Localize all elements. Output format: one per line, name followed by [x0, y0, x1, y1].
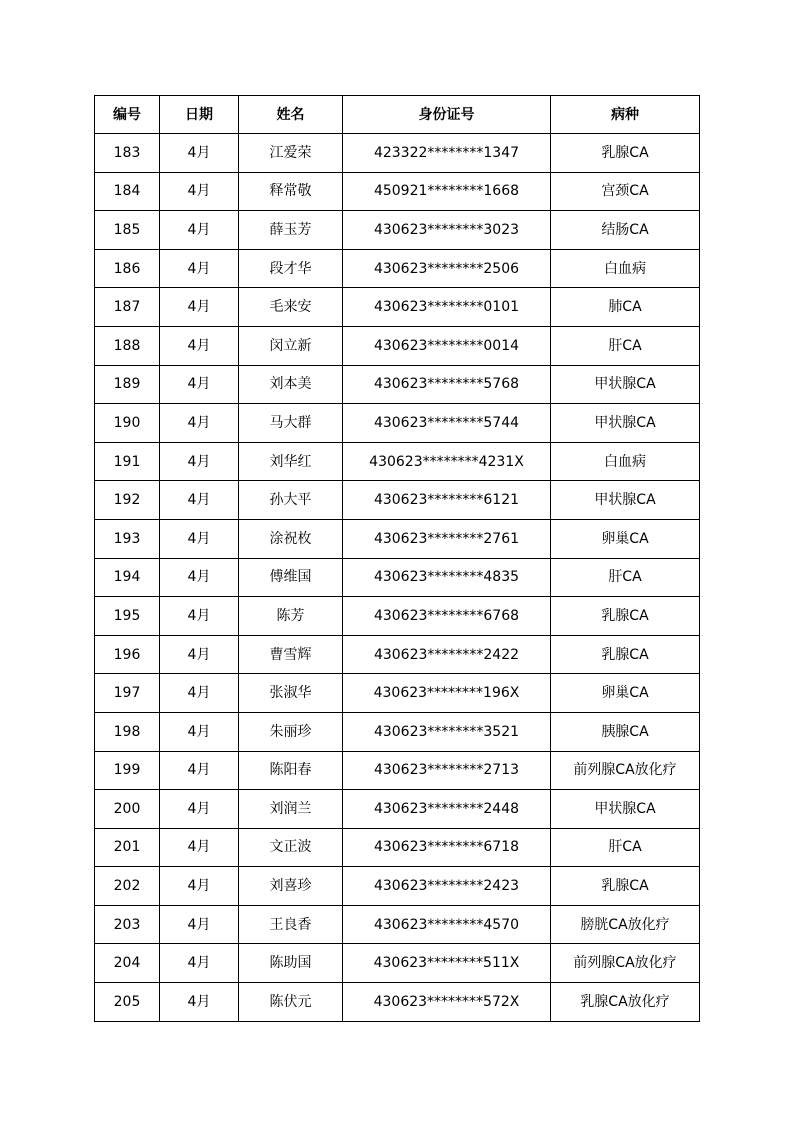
- cell-disease: 乳腺CA: [551, 867, 700, 906]
- cell-name: 傅维国: [239, 558, 343, 597]
- cell-date: 4月: [160, 635, 239, 674]
- cell-number: 188: [95, 326, 160, 365]
- cell-id-number: 430623********4231X: [343, 442, 551, 481]
- table-row: [95, 635, 700, 674]
- cell-date: 4月: [160, 905, 239, 944]
- cell-name: 文正波: [239, 828, 343, 867]
- cell-number: 195: [95, 597, 160, 636]
- cell-name: 朱丽珍: [239, 712, 343, 751]
- cell-name: 陈伏元: [239, 983, 343, 1022]
- cell-number: 205: [95, 983, 160, 1022]
- patient-record-table: [94, 95, 700, 1022]
- cell-date: 4月: [160, 365, 239, 404]
- cell-disease: 甲状腺CA: [551, 790, 700, 829]
- cell-id-number: 430623********511X: [343, 944, 551, 983]
- cell-date: 4月: [160, 326, 239, 365]
- cell-name: 陈助国: [239, 944, 343, 983]
- cell-name: 闵立新: [239, 326, 343, 365]
- table-row: [95, 828, 700, 867]
- cell-id-number: 430623********3023: [343, 211, 551, 250]
- cell-id-number: 430623********572X: [343, 983, 551, 1022]
- cell-date: 4月: [160, 828, 239, 867]
- cell-id-number: 430623********4570: [343, 905, 551, 944]
- cell-name: 马大群: [239, 404, 343, 443]
- table-row: [95, 983, 700, 1022]
- cell-number: 202: [95, 867, 160, 906]
- cell-name: 刘喜珍: [239, 867, 343, 906]
- cell-disease: 膀胱CA放化疗: [551, 905, 700, 944]
- cell-id-number: 430623********2713: [343, 751, 551, 790]
- cell-disease: 肺CA: [551, 288, 700, 327]
- cell-number: 201: [95, 828, 160, 867]
- header-row: [95, 96, 700, 134]
- cell-disease: 卵巢CA: [551, 674, 700, 713]
- table-row: [95, 558, 700, 597]
- cell-name: 涂祝枚: [239, 519, 343, 558]
- table-row: [95, 134, 700, 173]
- cell-number: 193: [95, 519, 160, 558]
- cell-name: 陈芳: [239, 597, 343, 636]
- cell-number: 191: [95, 442, 160, 481]
- cell-date: 4月: [160, 558, 239, 597]
- cell-date: 4月: [160, 674, 239, 713]
- header-id-number: 身份证号: [343, 96, 551, 134]
- cell-id-number: 430623********5744: [343, 404, 551, 443]
- cell-id-number: 430623********2448: [343, 790, 551, 829]
- cell-disease: 乳腺CA: [551, 597, 700, 636]
- cell-disease: 前列腺CA放化疗: [551, 944, 700, 983]
- cell-disease: 乳腺CA放化疗: [551, 983, 700, 1022]
- cell-date: 4月: [160, 249, 239, 288]
- header-disease: 病种: [551, 96, 700, 134]
- cell-id-number: 423322********1347: [343, 134, 551, 173]
- cell-id-number: 430623********0014: [343, 326, 551, 365]
- header-date: 日期: [160, 96, 239, 134]
- cell-number: 197: [95, 674, 160, 713]
- cell-date: 4月: [160, 790, 239, 829]
- cell-disease: 宫颈CA: [551, 172, 700, 211]
- table-row: [95, 211, 700, 250]
- table-row: [95, 905, 700, 944]
- table-row: [95, 712, 700, 751]
- cell-date: 4月: [160, 983, 239, 1022]
- cell-id-number: 430623********5768: [343, 365, 551, 404]
- cell-id-number: 430623********2761: [343, 519, 551, 558]
- cell-date: 4月: [160, 597, 239, 636]
- cell-name: 刘华红: [239, 442, 343, 481]
- cell-date: 4月: [160, 172, 239, 211]
- cell-disease: 甲状腺CA: [551, 481, 700, 520]
- header-name: 姓名: [239, 96, 343, 134]
- cell-number: 192: [95, 481, 160, 520]
- cell-number: 200: [95, 790, 160, 829]
- table-row: [95, 288, 700, 327]
- cell-date: 4月: [160, 404, 239, 443]
- cell-disease: 乳腺CA: [551, 134, 700, 173]
- cell-date: 4月: [160, 442, 239, 481]
- cell-number: 184: [95, 172, 160, 211]
- cell-date: 4月: [160, 944, 239, 983]
- cell-number: 204: [95, 944, 160, 983]
- cell-number: 185: [95, 211, 160, 250]
- cell-id-number: 430623********2422: [343, 635, 551, 674]
- table-row: [95, 326, 700, 365]
- cell-id-number: 430623********2423: [343, 867, 551, 906]
- cell-date: 4月: [160, 867, 239, 906]
- cell-number: 194: [95, 558, 160, 597]
- table-row: [95, 790, 700, 829]
- cell-disease: 前列腺CA放化疗: [551, 751, 700, 790]
- cell-name: 释常敬: [239, 172, 343, 211]
- cell-disease: 乳腺CA: [551, 635, 700, 674]
- cell-date: 4月: [160, 751, 239, 790]
- cell-date: 4月: [160, 519, 239, 558]
- cell-name: 江爱荣: [239, 134, 343, 173]
- table-row: [95, 597, 700, 636]
- cell-disease: 结肠CA: [551, 211, 700, 250]
- cell-number: 198: [95, 712, 160, 751]
- cell-date: 4月: [160, 134, 239, 173]
- cell-name: 陈阳春: [239, 751, 343, 790]
- table-row: [95, 404, 700, 443]
- cell-name: 刘本美: [239, 365, 343, 404]
- cell-id-number: 430623********4835: [343, 558, 551, 597]
- cell-id-number: 430623********6121: [343, 481, 551, 520]
- header-number: 编号: [95, 96, 160, 134]
- cell-number: 203: [95, 905, 160, 944]
- cell-disease: 肝CA: [551, 558, 700, 597]
- table-row: [95, 249, 700, 288]
- table-row: [95, 674, 700, 713]
- table-row: [95, 519, 700, 558]
- table-row: [95, 481, 700, 520]
- cell-disease: 肝CA: [551, 326, 700, 365]
- cell-id-number: 430623********196X: [343, 674, 551, 713]
- table-row: [95, 365, 700, 404]
- cell-disease: 甲状腺CA: [551, 404, 700, 443]
- cell-number: 183: [95, 134, 160, 173]
- cell-name: 薛玉芳: [239, 211, 343, 250]
- cell-date: 4月: [160, 211, 239, 250]
- cell-date: 4月: [160, 481, 239, 520]
- table-body: [95, 134, 700, 1022]
- cell-number: 196: [95, 635, 160, 674]
- cell-id-number: 430623********0101: [343, 288, 551, 327]
- cell-number: 186: [95, 249, 160, 288]
- table-row: [95, 172, 700, 211]
- cell-name: 孙大平: [239, 481, 343, 520]
- cell-name: 曹雪辉: [239, 635, 343, 674]
- cell-id-number: 430623********3521: [343, 712, 551, 751]
- cell-id-number: 430623********2506: [343, 249, 551, 288]
- cell-id-number: 430623********6718: [343, 828, 551, 867]
- table-header: [95, 96, 700, 134]
- cell-name: 毛来安: [239, 288, 343, 327]
- cell-date: 4月: [160, 288, 239, 327]
- cell-number: 187: [95, 288, 160, 327]
- cell-name: 张淑华: [239, 674, 343, 713]
- cell-number: 190: [95, 404, 160, 443]
- cell-disease: 肝CA: [551, 828, 700, 867]
- cell-disease: 胰腺CA: [551, 712, 700, 751]
- cell-number: 199: [95, 751, 160, 790]
- cell-disease: 白血病: [551, 249, 700, 288]
- cell-number: 189: [95, 365, 160, 404]
- table-row: [95, 751, 700, 790]
- cell-disease: 卵巢CA: [551, 519, 700, 558]
- table-row: [95, 944, 700, 983]
- table-row: [95, 867, 700, 906]
- cell-date: 4月: [160, 712, 239, 751]
- cell-id-number: 430623********6768: [343, 597, 551, 636]
- cell-name: 刘润兰: [239, 790, 343, 829]
- cell-name: 王良香: [239, 905, 343, 944]
- cell-disease: 白血病: [551, 442, 700, 481]
- cell-id-number: 450921********1668: [343, 172, 551, 211]
- cell-name: 段才华: [239, 249, 343, 288]
- cell-disease: 甲状腺CA: [551, 365, 700, 404]
- table-row: [95, 442, 700, 481]
